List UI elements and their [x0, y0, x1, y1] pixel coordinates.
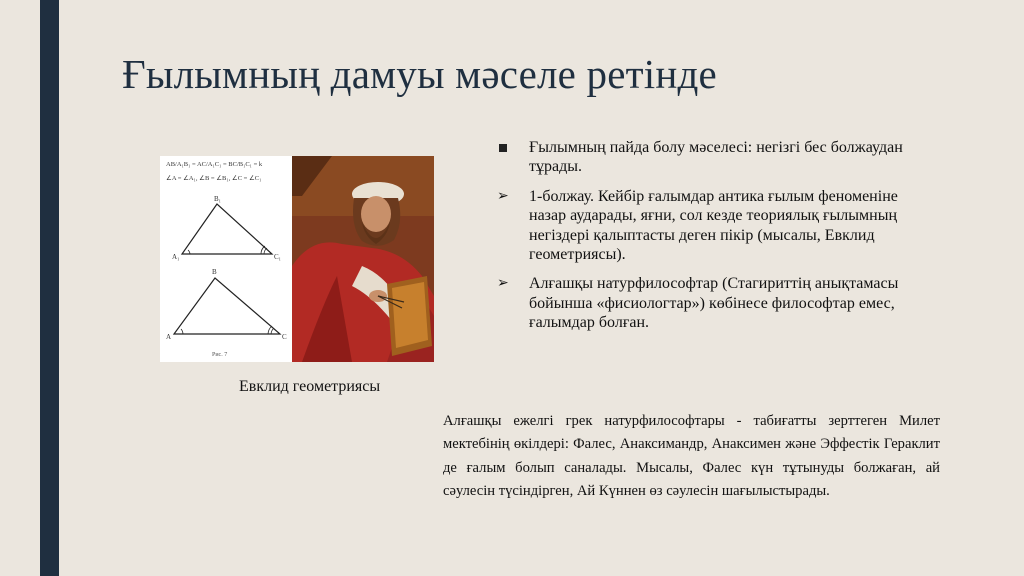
- label-b1: B₁: [214, 195, 222, 203]
- triangle-figure: [160, 156, 292, 362]
- body-paragraph: Алғашқы ежелгі грек натурфилософтары - табиғатты зерттеген Милет мектебінің өкілдері: Фалес, Анаксимандр, Анаксимен және Эффестік Гераклит де ғалым болып саналады. Мысалы, Фалес күн тұтынуды болжаған, ай сәулесін түсіндірген, Ай Күннен өз сәулесін шағылыстырады.: [443, 413, 940, 500]
- square-bullet-icon: [497, 138, 517, 158]
- formula-line-1: AB/A₁B₁ = AC/A₁C₁ = BC/B₁C₁ = k: [166, 161, 263, 168]
- label-c: C: [282, 333, 287, 341]
- bullet-item: [497, 187, 927, 265]
- bullet-item: [497, 274, 927, 332]
- label-c1: C₁: [274, 253, 282, 261]
- euclid-painting: [292, 156, 434, 362]
- triangle-diagram: [160, 156, 292, 362]
- figure-caption-small: Рис. 7: [212, 352, 228, 358]
- label-b: B: [212, 268, 217, 276]
- formula-line-2: ∠A = ∠A₁, ∠B = ∠B₁, ∠C = ∠C₁: [166, 175, 262, 182]
- bullet-text: Алғашқы натурфилософтар (Стагириттің анықтамасы бойынша «фисиологтар») көбінесе философтар емес, ғалымдар болған.: [529, 275, 899, 332]
- label-a: A: [166, 333, 172, 341]
- euclid-portrait: [292, 156, 434, 362]
- arrow-bullet-icon: ➢: [497, 276, 509, 292]
- label-a1: A₁: [172, 253, 180, 261]
- triangle-upper: [182, 204, 272, 254]
- bullet-list: [497, 138, 927, 343]
- slide-title: Ғылымның дамуы мәселе ретінде: [122, 51, 717, 97]
- bullet-text: Ғылымның пайда болу мәселесі: негізгі бес болжаудан тұрады.: [529, 139, 903, 176]
- bullet-item: [497, 138, 927, 177]
- bullet-text: 1-болжау. Кейбір ғалымдар антика ғылым феноменіне назар аударады, яғни, сол кезде теориялық ғылымның негіздері қалыптасты деген пікір (мысалы, Евклид геометриясы).: [529, 187, 898, 264]
- figure-caption: Евклид геометриясы: [239, 378, 381, 395]
- triangle-lower: [174, 278, 280, 334]
- accent-bar: [40, 0, 59, 576]
- arrow-bullet-icon: ➢: [497, 188, 509, 204]
